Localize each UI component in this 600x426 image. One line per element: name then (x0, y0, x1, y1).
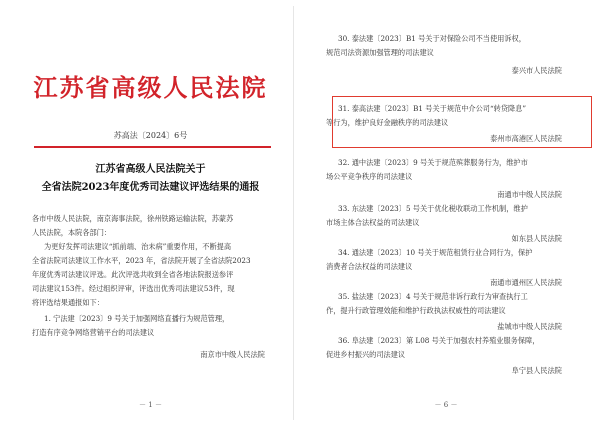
entry-line: 规范司法资源加强管理的司法建议 (326, 48, 434, 57)
entry-line: 作，提升行政管理效能和维护行政执法权威性的司法建议 (326, 306, 506, 315)
entry-court: 泰兴市人民法院 (511, 66, 562, 75)
entry-line: 35. 盐法建〔2023〕4 号关于规范非诉行政行为审查执行工 (338, 292, 528, 301)
entry-line: 30. 泰法建〔2023〕B1 号关于对保险公司不当使用诉权， (338, 34, 526, 43)
highlight-annotation-box (332, 96, 592, 148)
notice-title-line-2: 全省法院2023年度优秀司法建议评选结果的通报 (41, 182, 260, 193)
entry-line: 消费者合法权益的司法建议 (326, 262, 413, 271)
body-line: 年度优秀司法建议评选。此次评选共收到全省各地法院报送参评 (32, 270, 234, 279)
entry-line: 促进乡村振兴的司法建议 (326, 350, 406, 359)
document-page-left (8, 6, 294, 420)
entry-line: 31. 泰高法建〔2023〕B1 号关于规范中介公司“转贷降息” (338, 104, 527, 113)
page-number: － 1 － (139, 401, 162, 409)
entry-line: 36. 阜法建〔2023〕第 L08 号关于加强农村养殖业服务保障， (338, 336, 540, 345)
entry-line: 32. 通中法建〔2023〕9 号关于规范殡葬服务行为，维护市 (338, 158, 528, 167)
entry-line: 33. 东法建〔2023〕5 号关于优化税收联动工作机制，维护 (338, 204, 528, 213)
document-page-right (300, 6, 592, 420)
entry-line: 等行为，维护良好金融秩序的司法建议 (326, 118, 449, 127)
entry-court: 如东县人民法院 (511, 234, 562, 243)
body-line: 人民法院，本院各部门： (32, 228, 112, 237)
notice-title-line-1: 江苏省高级人民法院关于 (95, 164, 206, 175)
entry-line: 市场主体合法权益的司法建议 (326, 218, 420, 227)
entry-court: 阜宁县人民法院 (511, 366, 562, 375)
document-number: 苏高法〔2024〕6号 (113, 131, 188, 140)
red-divider-rule (34, 146, 271, 148)
entry-line: 34. 通法建〔2023〕10 号关于规范租赁行业合同行为，保护 (338, 248, 533, 257)
page-number: － 6 － (434, 401, 458, 409)
body-line: 各市中级人民法院，南京海事法院，徐州铁路运输法院，苏蒙苏 (32, 214, 234, 223)
body-line: 全省法院司法建议工作水平，2023 年，省法院开展了全省法院2023 (32, 256, 251, 265)
body-line: 为更好发挥司法建议“抓前端、治未病”重要作用，不断提高 (44, 242, 232, 251)
body-line: 1. 宁法建〔2023〕9 号关于加强网络直播行为规范管理， (44, 314, 230, 323)
body-line: 将评选结果通报如下： (32, 298, 104, 307)
court-title: 江苏省高级人民法院 (33, 73, 268, 102)
entry-line: 场公平竞争秩序的司法建议 (326, 172, 413, 181)
entry-court: 南通市通州区人民法院 (490, 278, 562, 287)
body-line: 打造有序竞争网络营销平台的司法建议 (32, 328, 155, 337)
body-line: 司法建议153件。经过组织评审，评选出优秀司法建议53件，现 (32, 284, 235, 293)
entry-court: 盐城市中级人民法院 (497, 322, 562, 331)
entry-court: 泰州市高港区人民法院 (490, 134, 562, 143)
signature-court: 南京市中级人民法院 (200, 350, 265, 359)
entry-court: 南通市中级人民法院 (497, 190, 562, 199)
